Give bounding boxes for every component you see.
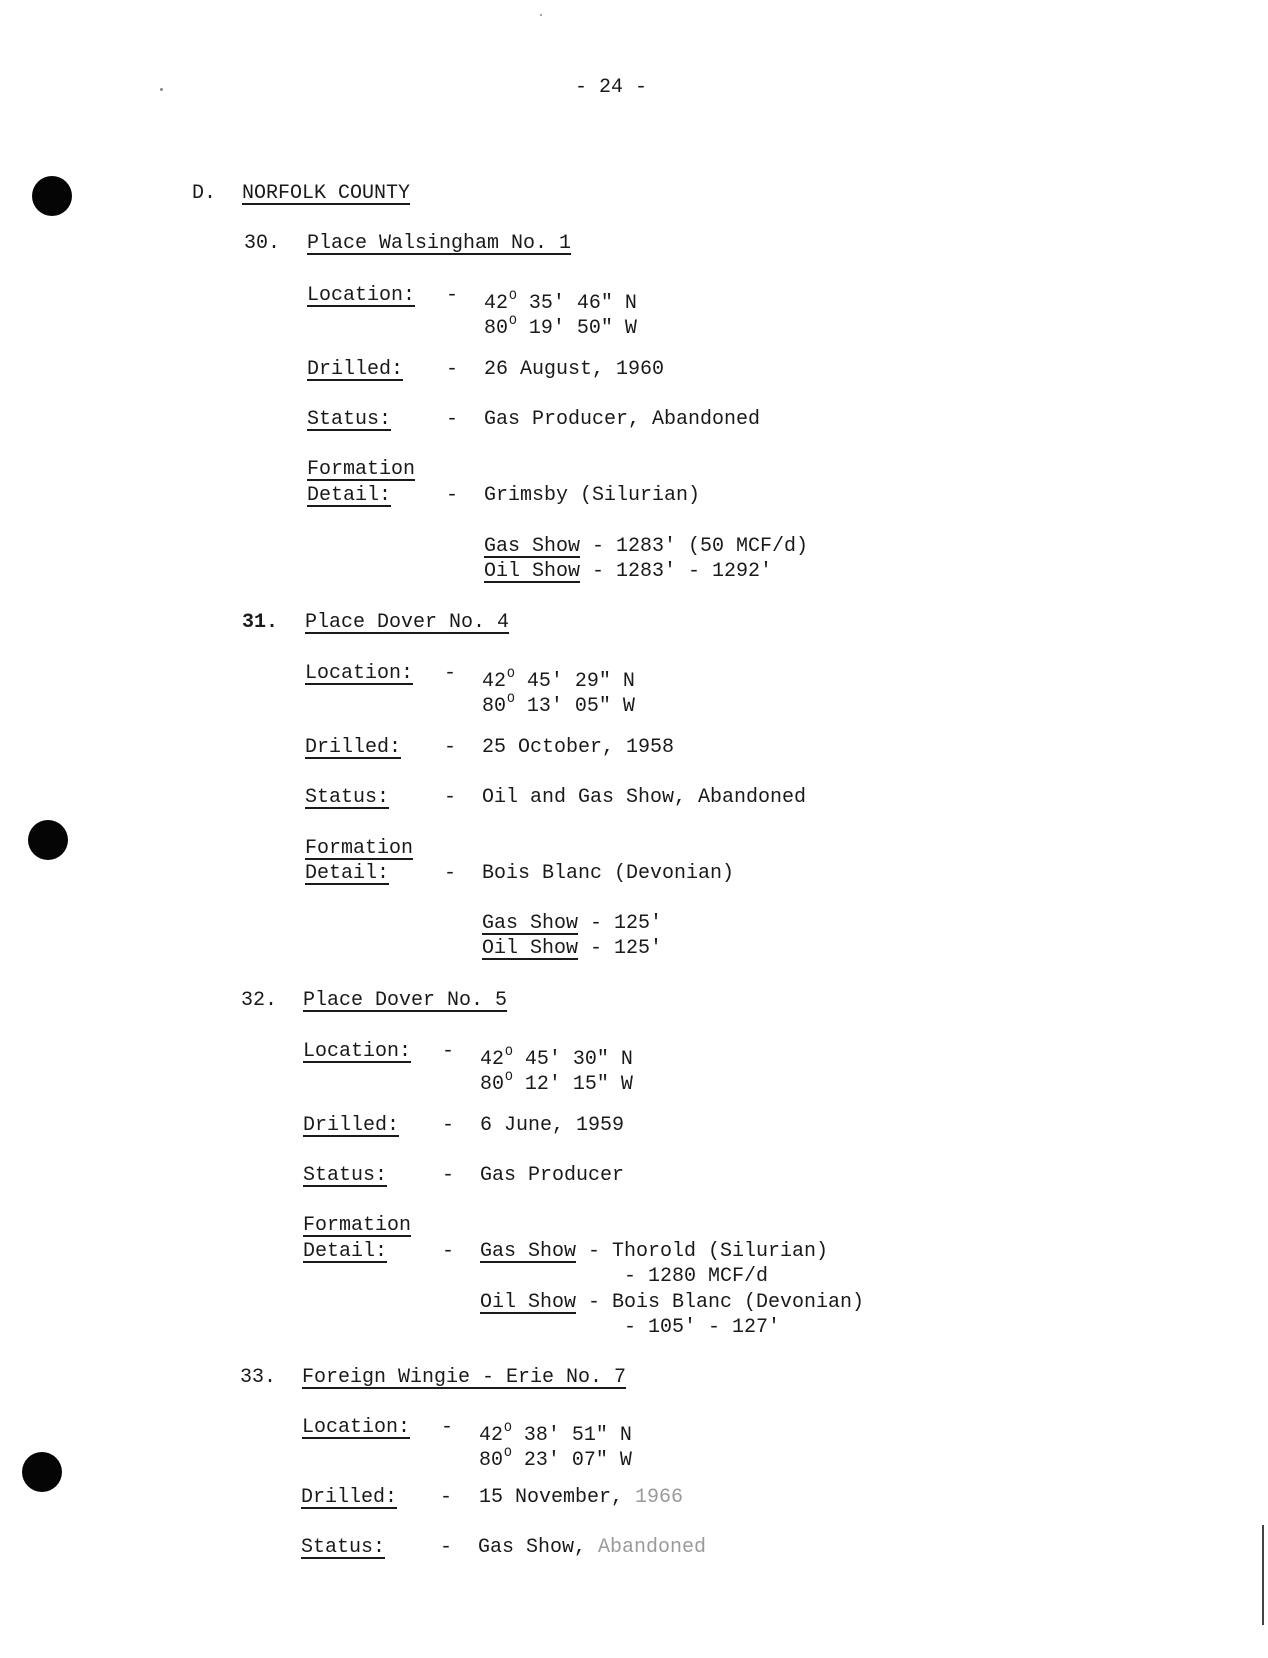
dash: - [446, 284, 459, 307]
degree-symbol: O [509, 313, 517, 328]
longitude-degrees: 80 [484, 317, 509, 340]
oil-show-value: - Bois Blanc (Devonian) [576, 1291, 865, 1314]
latitude-rest: 38' 51" N [511, 1424, 632, 1447]
dash: - [444, 862, 457, 885]
status-label: Status: [305, 786, 390, 809]
latitude-degrees: 42 [484, 292, 509, 315]
dash: - [441, 1416, 454, 1439]
longitude-degrees: 80 [479, 1449, 504, 1472]
well-name: Place Walsingham No. 1 [307, 232, 572, 255]
gas-show-line [484, 535, 808, 559]
dash: - [446, 358, 459, 381]
dash: - [444, 786, 457, 809]
drilled-date-faded: 1966 [635, 1486, 684, 1509]
dash: - [446, 484, 459, 507]
gas-show-value: - 125' [578, 912, 663, 935]
oil-show-value-line-2: - 105' - 127' [624, 1316, 781, 1339]
longitude [484, 309, 637, 341]
formation-label: Formation [307, 458, 416, 481]
status-value: Oil and Gas Show, Abandoned [482, 786, 807, 809]
dash: - [442, 1164, 455, 1187]
degree-symbol: O [505, 1044, 513, 1059]
dash: - [442, 1040, 455, 1063]
longitude-rest: 23' 07" W [511, 1449, 632, 1472]
drilled-date-main: 15 November, [479, 1486, 636, 1509]
degree-symbol: O [504, 1420, 512, 1435]
oil-show-line [480, 1291, 864, 1315]
status-value [478, 1536, 706, 1560]
gas-show-line [480, 1240, 828, 1264]
dash: - [442, 1114, 455, 1137]
drilled-label: Drilled: [305, 736, 402, 759]
status-label: Status: [303, 1164, 388, 1187]
location-label: Location: [303, 1040, 412, 1063]
latitude-degrees: 42 [480, 1048, 505, 1071]
drilled-date [479, 1486, 683, 1510]
degree-symbol: O [509, 288, 517, 303]
longitude-degrees: 80 [482, 695, 507, 718]
location-label: Location: [305, 662, 414, 685]
section-title: NORFOLK COUNTY [242, 182, 411, 205]
formation-value: Bois Blanc (Devonian) [482, 862, 735, 885]
degree-symbol: O [505, 1069, 513, 1084]
oil-show-label: Oil Show [480, 1291, 577, 1314]
status-value: Gas Producer, Abandoned [484, 408, 761, 431]
oil-show-value: - 125' [578, 937, 663, 960]
detail-label: Detail: [305, 862, 390, 885]
drilled-date: 6 June, 1959 [480, 1114, 625, 1137]
formation-label: Formation [303, 1214, 412, 1237]
gas-show-value-line-2: - 1280 MCF/d [624, 1265, 769, 1288]
status-label: Status: [301, 1536, 386, 1559]
degree-symbol: O [504, 1445, 512, 1460]
longitude [479, 1441, 632, 1473]
detail-label: Detail: [307, 484, 392, 507]
oil-show-label: Oil Show [482, 937, 579, 960]
location-label: Location: [307, 284, 416, 307]
location-label: Location: [302, 1416, 411, 1439]
oil-show-label: Oil Show [484, 560, 581, 583]
gas-show-label: Gas Show [484, 535, 581, 558]
dash: - [446, 408, 459, 431]
dash: - [440, 1536, 453, 1559]
degree-symbol: O [507, 691, 515, 706]
oil-show-value: - 1283' - 1292' [580, 560, 773, 583]
dash: - [444, 736, 457, 759]
gas-show-label: Gas Show [482, 912, 579, 935]
longitude-degrees: 80 [480, 1073, 505, 1096]
scan-speck [540, 14, 542, 16]
drilled-label: Drilled: [303, 1114, 400, 1137]
well-number: 33. [240, 1366, 277, 1389]
degree-symbol: O [507, 666, 515, 681]
scan-speck [160, 88, 163, 91]
well-number: 30. [244, 232, 281, 255]
status-value-main: Gas Show, [478, 1536, 599, 1559]
punch-hole-bottom [22, 1452, 62, 1492]
gas-show-line [482, 912, 662, 936]
dash: - [444, 662, 457, 685]
longitude [482, 687, 635, 719]
latitude-rest: 35' 46" N [516, 292, 637, 315]
gas-show-label: Gas Show [480, 1240, 577, 1263]
status-value: Gas Producer [480, 1164, 625, 1187]
well-name: Foreign Wingie - Erie No. 7 [302, 1366, 627, 1389]
longitude-rest: 12' 15" W [512, 1073, 633, 1096]
latitude-degrees: 42 [482, 670, 507, 693]
latitude-rest: 45' 30" N [512, 1048, 633, 1071]
status-label: Status: [307, 408, 392, 431]
page-edge-line [1262, 1525, 1264, 1625]
longitude-rest: 19' 50" W [516, 317, 637, 340]
punch-hole-top [32, 176, 72, 216]
section-letter: D. [192, 182, 217, 205]
oil-show-line [484, 560, 772, 584]
punch-hole-middle [28, 820, 68, 860]
detail-label: Detail: [303, 1240, 388, 1263]
page-number: - 24 - [575, 76, 648, 99]
drilled-label: Drilled: [301, 1486, 398, 1509]
drilled-date: 26 August, 1960 [484, 358, 665, 381]
well-name: Place Dover No. 4 [305, 611, 510, 634]
dash: - [440, 1486, 453, 1509]
gas-show-value: - Thorold (Silurian) [576, 1240, 829, 1263]
drilled-label: Drilled: [307, 358, 404, 381]
latitude-rest: 45' 29" N [514, 670, 635, 693]
gas-show-value: - 1283' (50 MCF/d) [580, 535, 809, 558]
latitude-degrees: 42 [479, 1424, 504, 1447]
status-value-faded: Abandoned [598, 1536, 707, 1559]
well-number: 31. [242, 611, 279, 634]
drilled-date: 25 October, 1958 [482, 736, 675, 759]
formation-label: Formation [305, 837, 414, 860]
dash: - [442, 1240, 455, 1263]
oil-show-line [482, 937, 662, 961]
longitude [480, 1065, 633, 1097]
longitude-rest: 13' 05" W [514, 695, 635, 718]
formation-value: Grimsby (Silurian) [484, 484, 701, 507]
well-name: Place Dover No. 5 [303, 989, 508, 1012]
well-number: 32. [241, 989, 278, 1012]
